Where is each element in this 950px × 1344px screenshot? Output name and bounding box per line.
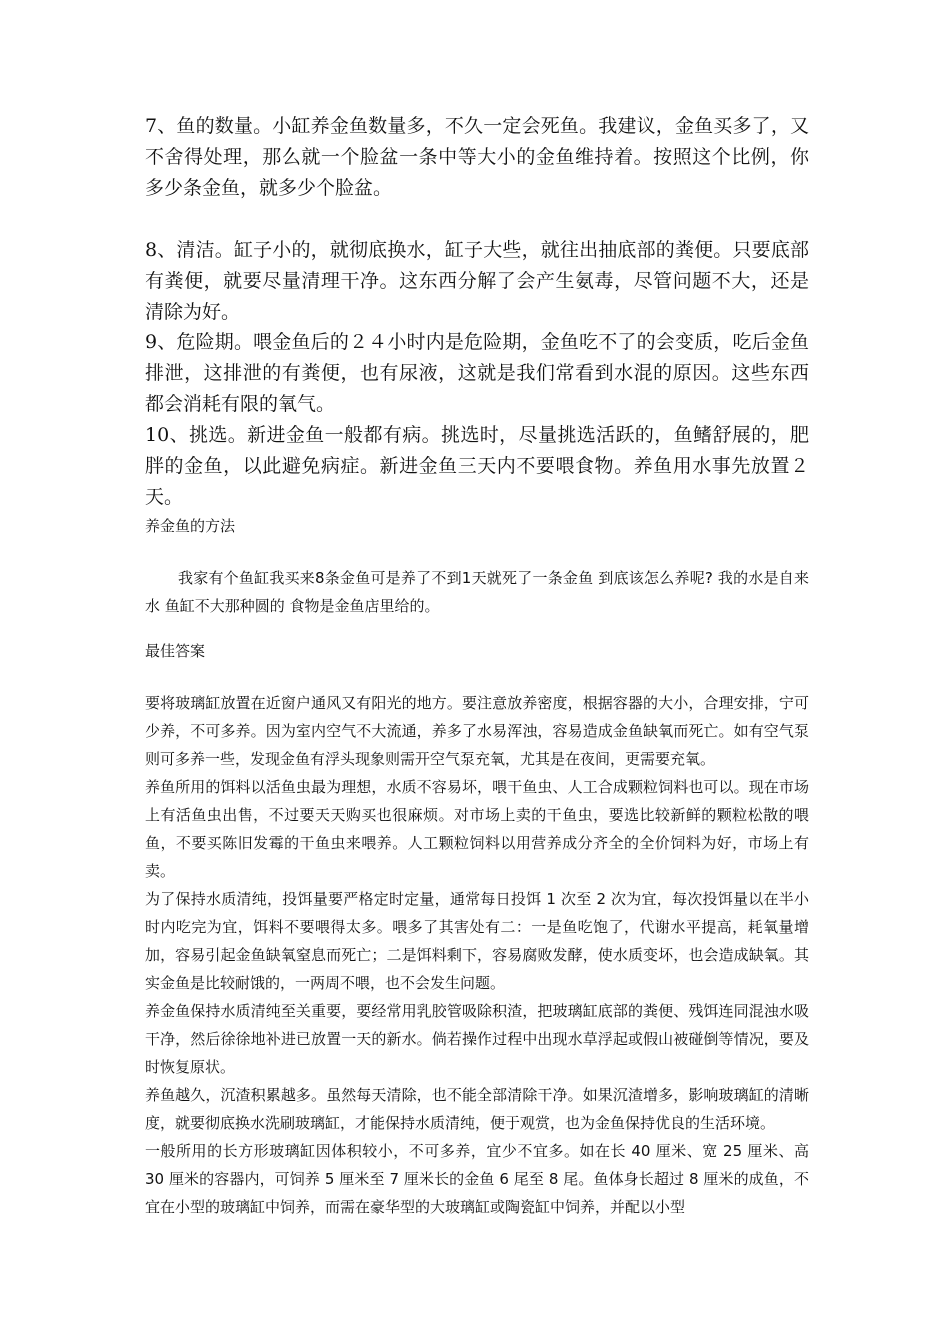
- section-title: 养金鱼的方法: [145, 517, 236, 535]
- question-paragraph: 我家有个鱼缸我买来8条金鱼可是养了不到1天就死了一条金鱼 到底该怎么养呢? 我的水是自来水 鱼缸不大那种圆的 食物是金鱼店里给的。: [145, 569, 809, 615]
- answer-paragraph: 养鱼所用的饵料以活鱼虫最为理想，水质不容易坏，喂干鱼虫、人工合成颗粒饲料也可以。现在市场上有活鱼虫出售，不过要天天购买也很麻烦。对市场上卖的干鱼虫，要选比较新鲜的颗粒松散的喂鱼，不要买陈旧发霉的干鱼虫来喂养。人工颗粒饲料以用营养成分齐全的全价饲料为好，市场上有卖。: [145, 778, 809, 880]
- item-7-paragraph: 7、鱼的数量。小缸养金鱼数量多，不久一定会死鱼。我建议，金鱼买多了，又不舍得处理，那么就一个脸盆一条中等大小的金鱼维持着。按照这个比例，你多少条金鱼，就多少个脸盆。: [145, 115, 809, 199]
- answer-body: [145, 689, 809, 1221]
- answer-paragraph: 为了保持水质清纯，投饵量要严格定时定量，通常每日投饵 1 次至 2 次为宜，每次投饵量以在半小时内吃完为宜，饵料不要喂得太多。喂多了其害处有二：一是鱼吃饱了，代谢水平提高，耗氧量增加，容易引起金鱼缺氧窒息而死亡；二是饵料剩下，容易腐败发酵，使水质变坏，也会造成缺氧。其实金鱼是比较耐饿的，一两周不喂，也不会发生问题。: [145, 890, 809, 992]
- answer-paragraph: 养金鱼保持水质清纯至关重要，要经常用乳胶管吸除积渣，把玻璃缸底部的粪便、残饵连同混浊水吸干净，然后徐徐地补进已放置一天的新水。倘若操作过程中出现水草浮起或假山被碰倒等情况，要及时恢复原状。: [145, 1002, 809, 1076]
- item-10-paragraph: 10、挑选。新进金鱼一般都有病。挑选时，尽量挑选活跃的，鱼鳍舒展的，肥胖的金鱼，以此避免病症。新进金鱼三天内不要喂食物。养鱼用水事先放置２天。: [145, 424, 809, 508]
- answer-paragraph: 要将玻璃缸放置在近窗户通风又有阳光的地方。要注意放养密度，根据容器的大小，合理安排，宁可少养，不可多养。因为室内空气不大流通，养多了水易浑浊，容易造成金鱼缺氧而死亡。如有空气泵则可多养一些，发现金鱼有浮头现象则需开空气泵充氧，尤其是在夜间，更需要充氧。: [145, 694, 809, 768]
- item-9-paragraph: 9、危险期。喂金鱼后的２４小时内是危险期，金鱼吃不了的会变质，吃后金鱼排泄，这排泄的有粪便，也有尿液，这就是我们常看到水混的原因。这些东西都会消耗有限的氧气。: [145, 331, 809, 415]
- answer-paragraph: 一般所用的长方形玻璃缸因体积较小，不可多养，宜少不宜多。如在长 40 厘米、宽 25 厘米、高 30 厘米的容器内，可饲养 5 厘米至 7 厘米长的金鱼 6 尾至 8 尾。鱼体身长超过 8 厘米的成鱼，不宜在小型的玻璃缸中饲养，而需在豪华型的大玻璃缸或陶瓷缸中饲养，并配以小型: [145, 1142, 809, 1216]
- item-8-paragraph: 8、清洁。缸子小的，就彻底换水，缸子大些，就往出抽底部的粪便。只要底部有粪便，就要尽量清理干净。这东西分解了会产生氨毒，尽管问题不大，还是清除为好。: [145, 239, 809, 323]
- answer-paragraph: 养鱼越久，沉渣积累越多。虽然每天清除，也不能全部清除干净。如果沉渣增多，影响玻璃缸的清晰度，就要彻底换水洗刷玻璃缸，才能保持水质清纯，便于观赏，也为金鱼保持优良的生活环境。: [145, 1086, 809, 1132]
- answer-title: 最佳答案: [145, 642, 206, 660]
